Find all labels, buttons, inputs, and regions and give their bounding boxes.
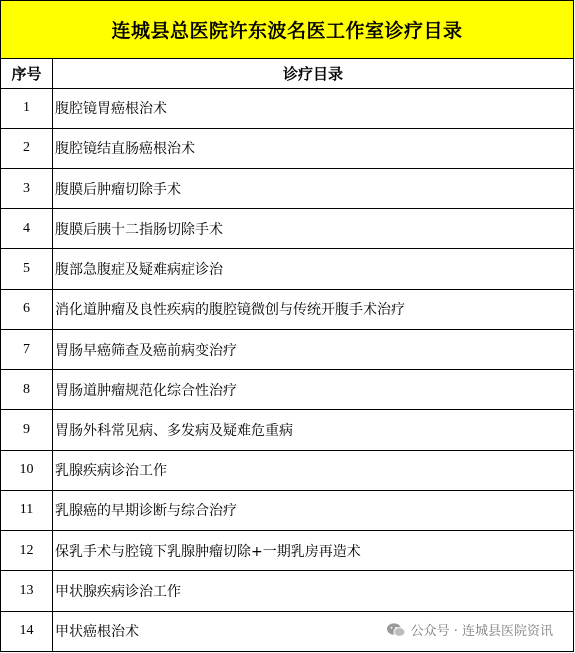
row-number: 7 xyxy=(1,329,53,369)
page-title: 连城县总医院许东波名医工作室诊疗目录 xyxy=(1,1,574,59)
header-row xyxy=(1,59,574,88)
row-number: 13 xyxy=(1,571,53,611)
table-row xyxy=(1,168,574,208)
table-row xyxy=(1,329,574,369)
table-row xyxy=(1,531,574,571)
row-item: 消化道肿瘤及良性疾病的腹腔镜微创与传统开腹手术治疗 xyxy=(53,289,574,329)
table-row xyxy=(1,410,574,450)
row-number: 8 xyxy=(1,370,53,410)
row-item: 保乳手术与腔镜下乳腺肿瘤切除+一期乳房再造术 xyxy=(53,531,574,571)
item-column-header: 诊疗目录 xyxy=(53,59,574,88)
row-item: 乳腺疾病诊治工作 xyxy=(53,450,574,490)
row-item: 腹膜后胰十二指肠切除手术 xyxy=(53,209,574,249)
table-row xyxy=(1,249,574,289)
row-number: 6 xyxy=(1,289,53,329)
watermark-text: 公众号 · 连城县医院资讯 xyxy=(410,624,553,639)
row-number: 10 xyxy=(1,450,53,490)
number-column-header: 序号 xyxy=(1,59,53,88)
row-number: 1 xyxy=(1,88,53,128)
row-number: 14 xyxy=(1,611,53,651)
row-item: 胃肠道肿瘤规范化综合性治疗 xyxy=(53,370,574,410)
row-number: 3 xyxy=(1,168,53,208)
table-row xyxy=(1,289,574,329)
row-item: 乳腺癌的早期诊断与综合治疗 xyxy=(53,490,574,530)
row-number: 9 xyxy=(1,410,53,450)
table-row xyxy=(1,88,574,128)
row-number: 12 xyxy=(1,531,53,571)
row-item: 腹部急腹症及疑难病症诊治 xyxy=(53,249,574,289)
watermark xyxy=(382,618,557,641)
row-item: 甲状腺疾病诊治工作 xyxy=(53,571,574,611)
row-item: 腹膜后肿瘤切除手术 xyxy=(53,168,574,208)
row-number: 5 xyxy=(1,249,53,289)
table-row xyxy=(1,571,574,611)
row-item: 腹腔镜胃癌根治术 xyxy=(53,88,574,128)
table-row xyxy=(1,490,574,530)
title-row xyxy=(1,1,574,59)
row-item: 腹腔镜结直肠癌根治术 xyxy=(53,128,574,168)
table-row xyxy=(1,370,574,410)
row-number: 2 xyxy=(1,128,53,168)
row-number: 11 xyxy=(1,490,53,530)
wechat-icon xyxy=(386,622,406,638)
row-item: 胃肠外科常见病、多发病及疑难危重病 xyxy=(53,410,574,450)
table-row xyxy=(1,128,574,168)
row-number: 4 xyxy=(1,209,53,249)
row-item: 甲状癌根治术 xyxy=(53,611,574,651)
table-row xyxy=(1,450,574,490)
table-row xyxy=(1,209,574,249)
row-item: 胃肠早癌筛查及癌前病变治疗 xyxy=(53,329,574,369)
